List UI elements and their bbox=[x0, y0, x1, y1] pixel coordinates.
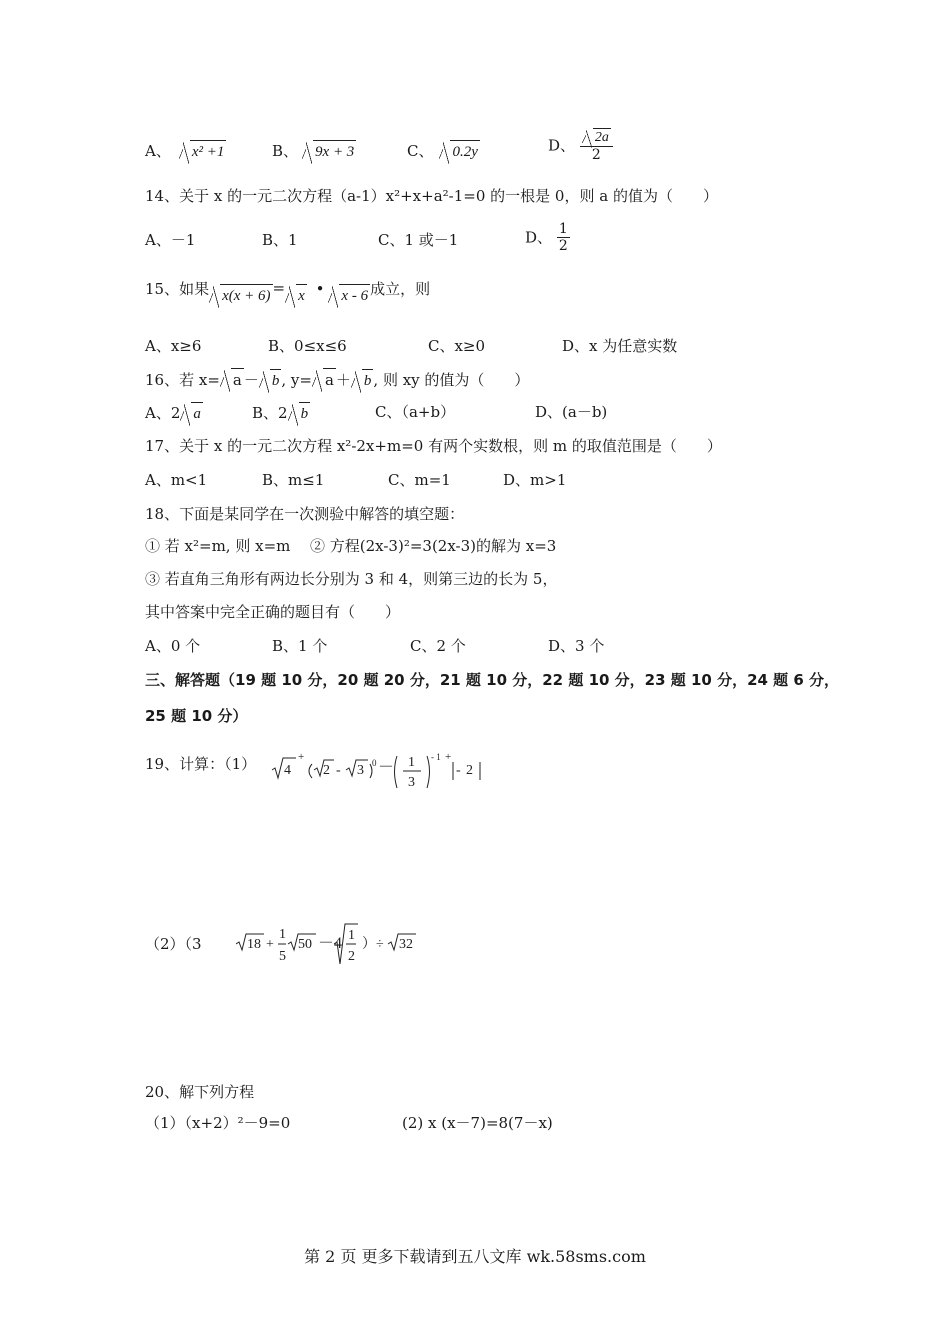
svg-text:3: 3 bbox=[408, 775, 415, 790]
q15-option-b: B、0≤x≤6 bbox=[268, 337, 347, 355]
q14-option-a: A、－1 bbox=[145, 231, 196, 249]
svg-text:32: 32 bbox=[399, 937, 413, 952]
svg-text:2: 2 bbox=[323, 763, 330, 778]
q16-option-b: B、2 b bbox=[252, 404, 309, 422]
svg-text:5: 5 bbox=[279, 949, 286, 964]
svg-text:50: 50 bbox=[298, 937, 312, 952]
q20-title: 20、解下列方程 bbox=[145, 1083, 255, 1101]
svg-text:1: 1 bbox=[348, 928, 355, 943]
q17-text: 17、关于 x 的一元二次方程 x²-2x+m=0 有两个实数根，则 m 的取值范围是（ ） bbox=[145, 437, 722, 455]
q14-option-b: B、1 bbox=[262, 231, 298, 249]
q15-option-d: D、x 为任意实数 bbox=[562, 337, 678, 355]
q17-option-b: B、m≤1 bbox=[262, 471, 325, 489]
q18-item-1: ① 若 x²=m, 则 x=m bbox=[145, 537, 291, 555]
svg-text:+: + bbox=[266, 937, 274, 952]
section-heading: 三、解答题（19 题 10 分，20 题 20 分，21 题 10 分，22 题 10 分，23 题 10 分，24 题 6 分， bbox=[145, 671, 840, 689]
svg-text:）÷: ）÷ bbox=[362, 937, 384, 952]
q15-text: 15、如果 x(x + 6) = x • x - 6 成立，则 bbox=[145, 279, 431, 304]
svg-text:－: － bbox=[378, 759, 395, 776]
q13-option-b: B、 9x + 3 bbox=[272, 142, 355, 160]
svg-text:+: + bbox=[298, 751, 305, 763]
q19-label: 19、计算：（1） bbox=[145, 755, 257, 773]
q13-option-d: D、 $\frac{2a}{2}$ bbox=[548, 128, 613, 163]
q20-part-2: (2) x (x－7)=8(7－x) bbox=[402, 1114, 553, 1132]
q16-text: 16、若 x= a － b , y= a ＋ b , 则 xy 的值为（ ） bbox=[145, 368, 529, 391]
q18-question: 其中答案中完全正确的题目有（ ） bbox=[145, 603, 401, 621]
q17-option-d: D、m>1 bbox=[503, 471, 567, 489]
svg-text:-: - bbox=[336, 763, 341, 778]
q18-option-b: B、1 个 bbox=[272, 637, 328, 655]
q14-option-c: C、1 或－1 bbox=[378, 231, 459, 249]
q14-text: 14、关于 x 的一元二次方程（a-1）x²+x+a²-1=0 的一根是 0，则 a 的值为（ ） bbox=[145, 187, 718, 205]
svg-text:－4: －4 bbox=[318, 935, 343, 952]
svg-text:1: 1 bbox=[279, 927, 286, 942]
svg-text:4: 4 bbox=[284, 763, 291, 778]
svg-text:2: 2 bbox=[466, 763, 473, 778]
q19-part1-expression bbox=[270, 748, 500, 798]
svg-text:0: 0 bbox=[372, 758, 377, 768]
q20-part-1: （1）（x+2）²－9=0 bbox=[145, 1114, 291, 1132]
q18-text: 18、下面是某同学在一次测验中解答的填空题： bbox=[145, 505, 465, 523]
q19-part2-expression bbox=[236, 920, 436, 970]
q15-option-a: A、x≥6 bbox=[145, 337, 202, 355]
q16-option-d: D、(a－b) bbox=[535, 403, 608, 421]
q13-option-a: A、 x² +1 bbox=[145, 142, 225, 160]
q13-option-c: C、 0.2y bbox=[407, 142, 478, 160]
page-footer: 第 2 页 更多下载请到五八文库 wk.58sms.com bbox=[304, 1247, 646, 1266]
svg-text:18: 18 bbox=[247, 937, 261, 952]
q18-item-2: ② 方程(2x-3)²=3(2x-3)的解为 x=3 bbox=[310, 537, 557, 555]
q18-item-3: ③ 若直角三角形有两边长分别为 3 和 4，则第三边的长为 5， bbox=[145, 570, 558, 588]
q14-option-d: D、 $\frac{1}{2}$ bbox=[525, 221, 568, 254]
svg-text:2: 2 bbox=[348, 949, 355, 964]
q18-option-c: C、2 个 bbox=[410, 637, 466, 655]
q16-option-a: A、2 a bbox=[145, 404, 201, 422]
q18-option-d: D、3 个 bbox=[548, 637, 605, 655]
svg-text:- 1: - 1 bbox=[431, 752, 441, 762]
q17-option-c: C、m=1 bbox=[388, 471, 451, 489]
section-heading-cont: 25 题 10 分） bbox=[145, 707, 248, 725]
q18-option-a: A、0 个 bbox=[145, 637, 201, 655]
q19-part2-label: （2）（3 bbox=[145, 935, 202, 953]
svg-text:1: 1 bbox=[408, 755, 415, 770]
svg-text:-: - bbox=[456, 763, 461, 778]
q17-option-a: A、m<1 bbox=[145, 471, 208, 489]
q16-option-c: C、（a+b） bbox=[375, 403, 456, 421]
svg-text:3: 3 bbox=[357, 763, 364, 778]
q15-option-c: C、x≥0 bbox=[428, 337, 486, 355]
svg-text:+: + bbox=[445, 751, 452, 763]
